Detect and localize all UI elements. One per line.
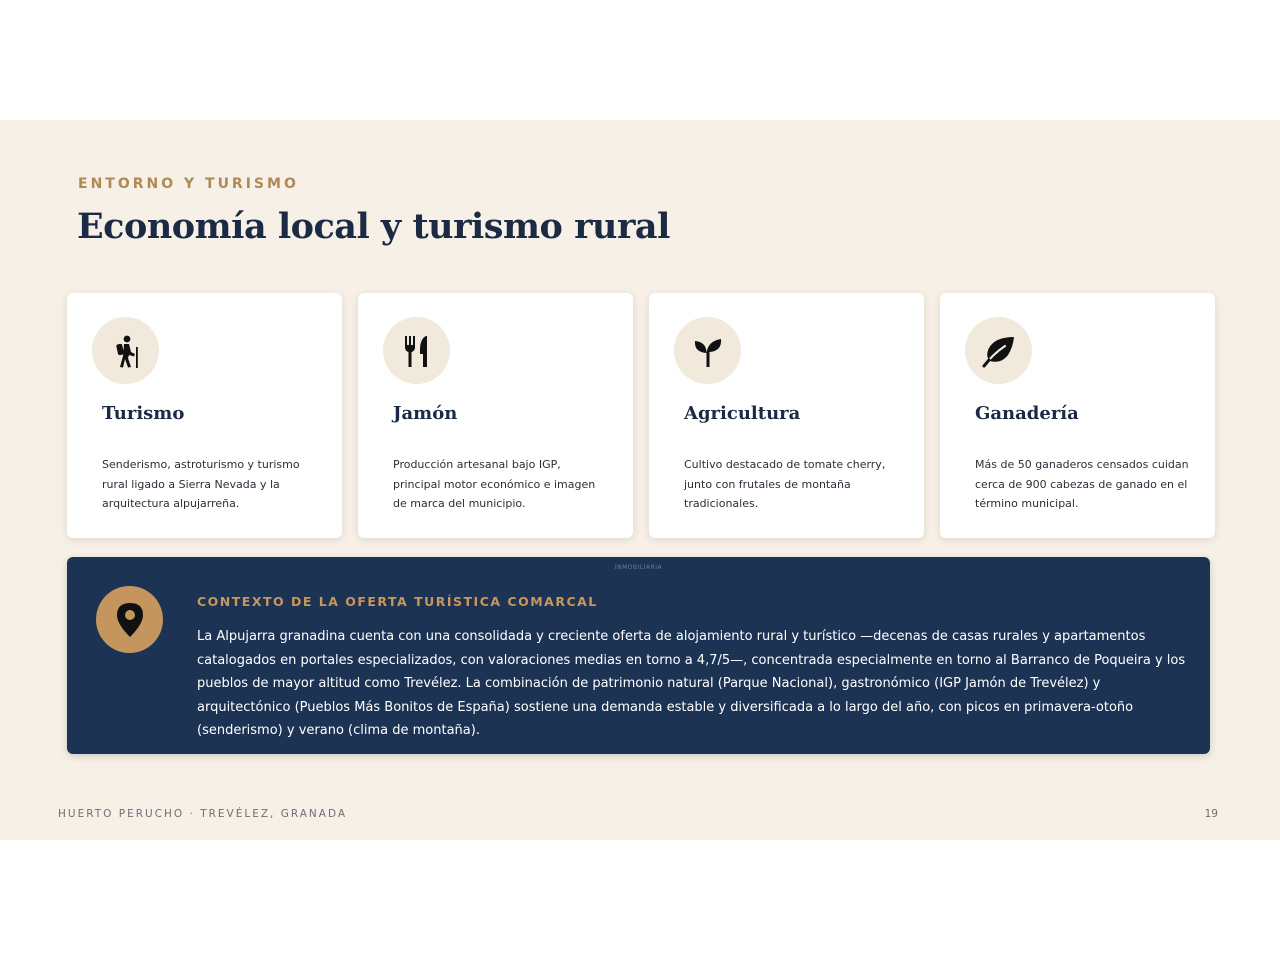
- card-ganaderia: [940, 293, 1215, 538]
- card-text: Producción artesanal bajo IGP, principal motor económico e imagen de marca del municipio.: [393, 458, 596, 510]
- hiking-icon: [92, 317, 159, 384]
- card-title: Agricultura: [684, 403, 801, 424]
- card-jamon: [358, 293, 633, 538]
- context-heading: CONTEXTO DE LA OFERTA TURÍSTICA COMARCAL: [197, 594, 598, 609]
- seedling-icon: [674, 317, 741, 384]
- watermark-text: INMOBILIARIA: [614, 564, 663, 571]
- card-title: Turismo: [102, 403, 185, 424]
- slide: [0, 120, 1280, 840]
- context-text: La Alpujarra granadina cuenta con una consolidada y creciente oferta de alojamiento rural y turístico —decenas de casas rurales y apartamentos catalogados en portales especializados, con valoraciones medias en torno a 4,7/5—, concentrada especialmente en torno al Barranco de Poqueira y los pueblos de mayor altitud como Trevélez. La combinación de patrimonio natural (Parque Nacional), gastronómico (IGP Jamón de Trevélez) y arquitectónico (Pueblos Más Bonitos de España) sostiene una demanda estable y diversificada a lo largo del año, con picos en primavera-otoño (senderismo) y verano (clima de montaña).: [197, 629, 1186, 738]
- footer-property-name: HUERTO PERUCHO · TREVÉLEZ, GRANADA: [58, 808, 348, 820]
- card-text: Senderismo, astroturismo y turismo rural ligado a Sierra Nevada y la arquitectura alpujarreña.: [102, 458, 300, 510]
- card-title: Ganadería: [975, 403, 1079, 424]
- leaf-icon: [965, 317, 1032, 384]
- section-eyebrow: ENTORNO Y TURISMO: [78, 176, 299, 192]
- map-pin-icon: [96, 586, 163, 653]
- context-panel: [67, 557, 1210, 754]
- page-title: Economía local y turismo rural: [77, 206, 670, 247]
- card-text: Más de 50 ganaderos censados cuidan cerca de 900 cabezas de ganado en el término municipal.: [975, 458, 1189, 510]
- card-turismo: [67, 293, 342, 538]
- card-agricultura: [649, 293, 924, 538]
- page-number: 19: [1204, 808, 1218, 820]
- feature-cards: [67, 293, 1215, 538]
- card-title: Jamón: [393, 403, 458, 424]
- utensils-icon: [383, 317, 450, 384]
- card-text: Cultivo destacado de tomate cherry, junto con frutales de montaña tradicionales.: [684, 458, 886, 510]
